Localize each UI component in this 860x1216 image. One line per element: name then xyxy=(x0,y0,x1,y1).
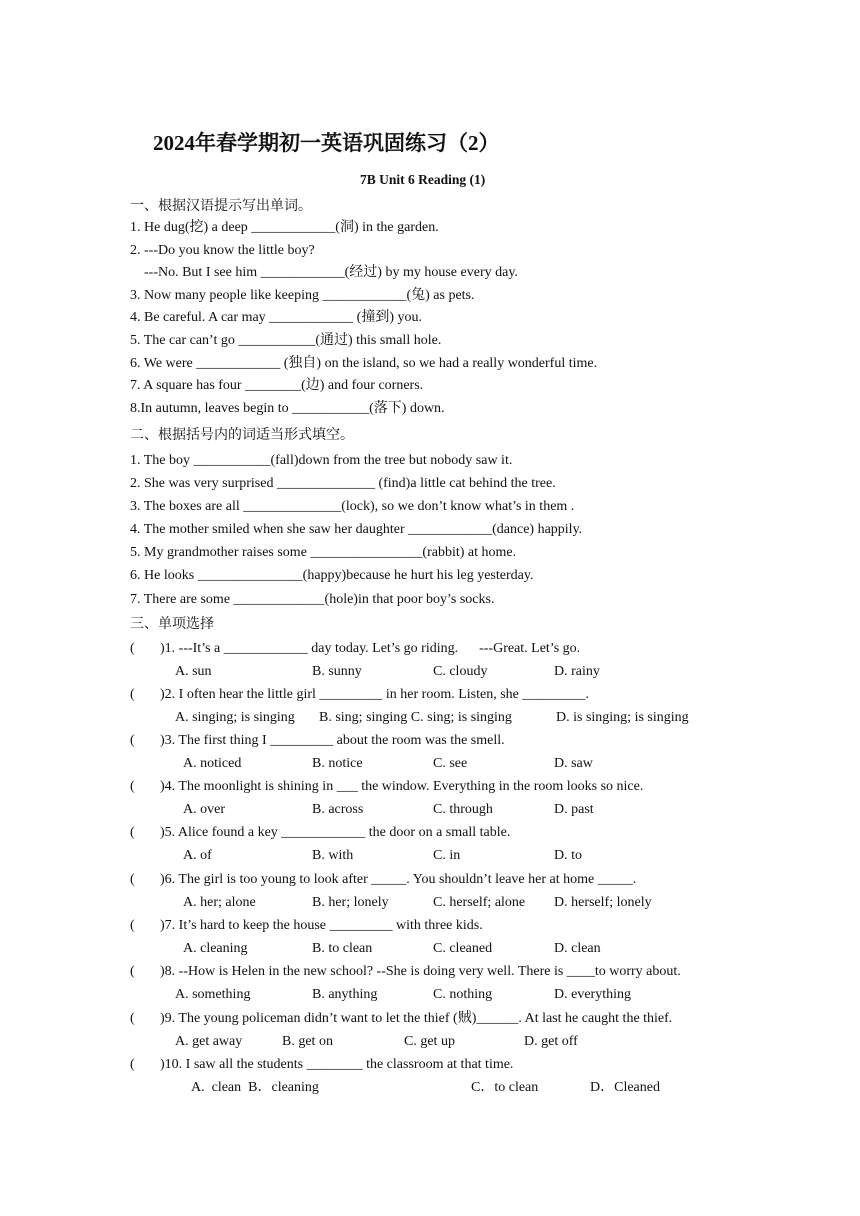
option-d: D. herself; lonely xyxy=(554,895,652,910)
option-a-b: A. clean B．cleaning xyxy=(191,1080,319,1095)
option-a: A. noticed xyxy=(183,756,242,771)
option-c: C. cloudy xyxy=(433,664,488,679)
section1-item: 7. A square has four ________(边) and four corners. xyxy=(130,378,424,393)
question-text: )3. The first thing I _________ about the room was the smell. xyxy=(160,733,505,748)
option-a: A. sun xyxy=(175,664,212,679)
answer-bracket: ( xyxy=(130,964,135,979)
question-text: )5. Alice found a key ____________ the door on a small table. xyxy=(160,825,511,840)
option-a: A. something xyxy=(175,987,251,1002)
option-d: D. everything xyxy=(554,987,631,1002)
option-c: C. nothing xyxy=(433,987,493,1002)
section2-item: 5. My grandmother raises some ________________(rabbit) at home. xyxy=(130,545,517,560)
answer-bracket: ( xyxy=(130,872,135,887)
section2-heading: 二、根据括号内的词适当形式填空。 xyxy=(130,428,354,443)
question-text: )10. I saw all the students ________ the classroom at that time. xyxy=(160,1057,514,1072)
option-c: C. cleaned xyxy=(433,941,493,956)
section1-item: 4. Be careful. A car may ____________ (撞到) you. xyxy=(130,310,422,325)
option-b: B. to clean xyxy=(312,941,373,956)
section1-item: 8.In autumn, leaves begin to ___________(落下) down. xyxy=(130,401,445,416)
option-b: B. across xyxy=(312,802,364,817)
answer-bracket: ( xyxy=(130,1057,135,1072)
answer-bracket: ( xyxy=(130,825,135,840)
section1-heading: 一、根据汉语提示写出单词。 xyxy=(130,199,312,214)
question-text: )4. The moonlight is shining in ___ the window. Everything in the room looks so nice. xyxy=(160,779,644,794)
option-d: D. get off xyxy=(524,1034,578,1049)
answer-bracket: ( xyxy=(130,918,135,933)
option-b-c: B. sing; singing C. sing; is singing xyxy=(319,710,512,725)
option-d: D. saw xyxy=(554,756,593,771)
answer-bracket: ( xyxy=(130,779,135,794)
option-d: D. rainy xyxy=(554,664,600,679)
section2-item: 6. He looks _______________(happy)because he hurt his leg yesterday. xyxy=(130,568,534,583)
option-d: D. clean xyxy=(554,941,601,956)
question-text: )9. The young policeman didn’t want to let the thief (贼)______. At last he caught the thief. xyxy=(160,1011,673,1026)
option-a: A. cleaning xyxy=(183,941,248,956)
answer-bracket: ( xyxy=(130,733,135,748)
answer-bracket: ( xyxy=(130,641,135,656)
page-subtitle: 7B Unit 6 Reading (1) xyxy=(360,172,486,187)
section1-item: 3. Now many people like keeping ____________(兔) as pets. xyxy=(130,288,475,303)
option-b: B. sunny xyxy=(312,664,362,679)
question-text: )7. It’s hard to keep the house _________ with three kids. xyxy=(160,918,483,933)
section1-item: 1. He dug(挖) a deep ____________(洞) in the garden. xyxy=(130,220,439,235)
answer-bracket: ( xyxy=(130,687,135,702)
option-d: D. to xyxy=(554,848,582,863)
option-c: C．to clean xyxy=(471,1080,539,1095)
question-text: )2. I often hear the little girl _________ in her room. Listen, she _________. xyxy=(160,687,589,702)
section1-item: 2. ---Do you know the little boy? xyxy=(130,243,315,258)
option-a: A. of xyxy=(183,848,212,863)
option-b: B. notice xyxy=(312,756,363,771)
option-b: B. get on xyxy=(282,1034,333,1049)
section2-item: 3. The boxes are all ______________(lock), so we don’t know what’s in them . xyxy=(130,499,575,514)
answer-bracket: ( xyxy=(130,1011,135,1026)
option-d: D．Cleaned xyxy=(590,1080,660,1095)
section1-item: 5. The car can’t go ___________(通过) this small hole. xyxy=(130,333,442,348)
section1-item: ---No. But I see him ____________(经过) by my house every day. xyxy=(130,265,518,280)
option-b: B. her; lonely xyxy=(312,895,389,910)
option-b: B. with xyxy=(312,848,354,863)
question-text: )6. The girl is too young to look after _____. You shouldn’t leave her at home _____. xyxy=(160,872,637,887)
option-d: D. is singing; is singing xyxy=(556,710,689,725)
option-c: C. in xyxy=(433,848,461,863)
option-c: C. get up xyxy=(404,1034,455,1049)
section2-item: 2. She was very surprised ______________ (find)a little cat behind the tree. xyxy=(130,476,556,491)
option-a: A. her; alone xyxy=(183,895,256,910)
section2-item: 7. There are some _____________(hole)in that poor boy’s socks. xyxy=(130,592,495,607)
option-c: C. herself; alone xyxy=(433,895,526,910)
option-a: A. over xyxy=(183,802,225,817)
option-c: C. through xyxy=(433,802,493,817)
section3-heading: 三、单项选择 xyxy=(130,617,214,632)
option-d: D. past xyxy=(554,802,594,817)
option-a: A. get away xyxy=(175,1034,243,1049)
question-text: )8. --How is Helen in the new school? --She is doing very well. There is ____to worry about. xyxy=(160,964,681,979)
section2-item: 1. The boy ___________(fall)down from the tree but nobody saw it. xyxy=(130,453,513,468)
option-b: B. anything xyxy=(312,987,378,1002)
option-a: A. singing; is singing xyxy=(175,710,295,725)
section1-item: 6. We were ____________ (独自) on the island, so we had a really wonderful time. xyxy=(130,356,598,371)
option-c: C. see xyxy=(433,756,468,771)
question-text: )1. ---It’s a ____________ day today. Let’s go riding. ---Great. Let’s go. xyxy=(160,641,581,656)
section2-item: 4. The mother smiled when she saw her daughter ____________(dance) happily. xyxy=(130,522,583,537)
page-title: 2024年春学期初一英语巩固练习（2） xyxy=(153,131,500,155)
